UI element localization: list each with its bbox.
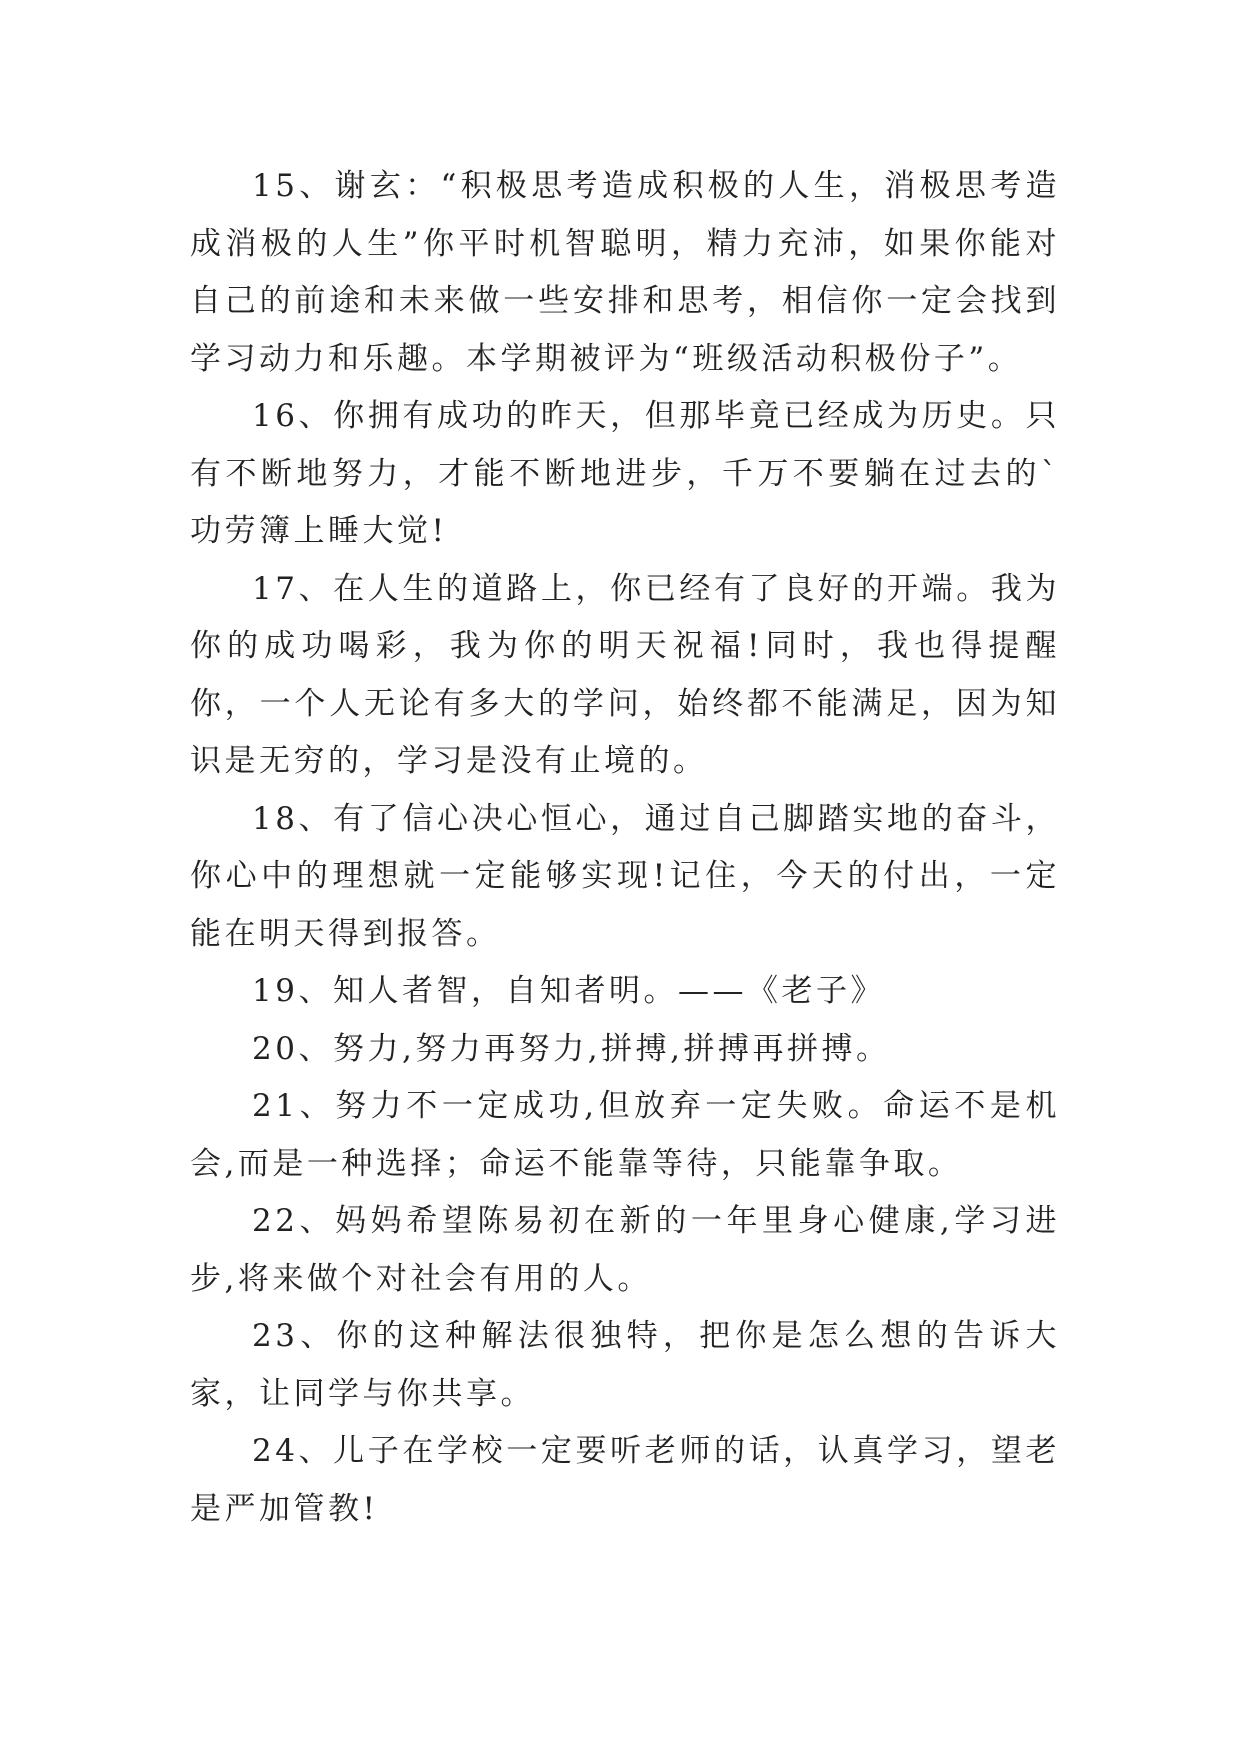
paragraph-23: 23、你的这种解法很独特，把你是怎么想的告诉大家，让同学与你共享。 — [190, 1318, 1060, 1412]
paragraph-21: 21、努力不一定成功,但放弃一定失败。命运不是机会,而是一种选择；命运不能靠等待，只能靠争取。 — [190, 1088, 1060, 1182]
paragraph-18: 18、有了信心决心恒心，通过自己脚踏实地的奋斗，你心中的理想就一定能够实现!记住，今天的付出，一定能在明天得到报答。 — [190, 800, 1060, 952]
paragraph-16: 16、你拥有成功的昨天，但那毕竟已经成为历史。只有不断地努力，才能不断地进步，千万不要躺在过去的`功劳簿上睡大觉! — [190, 398, 1060, 549]
document-body — [190, 158, 1060, 1538]
paragraph-22: 22、妈妈希望陈易初在新的一年里身心健康,学习进步,将来做个对社会有用的人。 — [190, 1203, 1060, 1297]
paragraph-17: 17、在人生的道路上，你已经有了良好的开端。我为你的成功喝彩，我为你的明天祝福!同时，我也得提醒你，一个人无论有多大的学问，始终都不能满足，因为知识是无穷的，学习是没有止境的。 — [190, 570, 1060, 779]
paragraph-15: 15、谢玄：“积极思考造成积极的人生，消极思考造成消极的人生”你平时机智聪明，精力充沛，如果你能对自己的前途和未来做一些安排和思考，相信你一定会找到学习动力和乐趣。本学期被评为“班级活动积极份子”。 — [190, 168, 1060, 377]
paragraph-24: 24、儿子在学校一定要听老师的话，认真学习，望老是严加管教! — [190, 1433, 1060, 1527]
paragraph-19: 19、知人者智，自知者明。——《老子》 — [252, 973, 885, 1009]
paragraph-20: 20、努力,努力再努力,拼搏,拼搏再拼搏。 — [252, 1030, 891, 1067]
